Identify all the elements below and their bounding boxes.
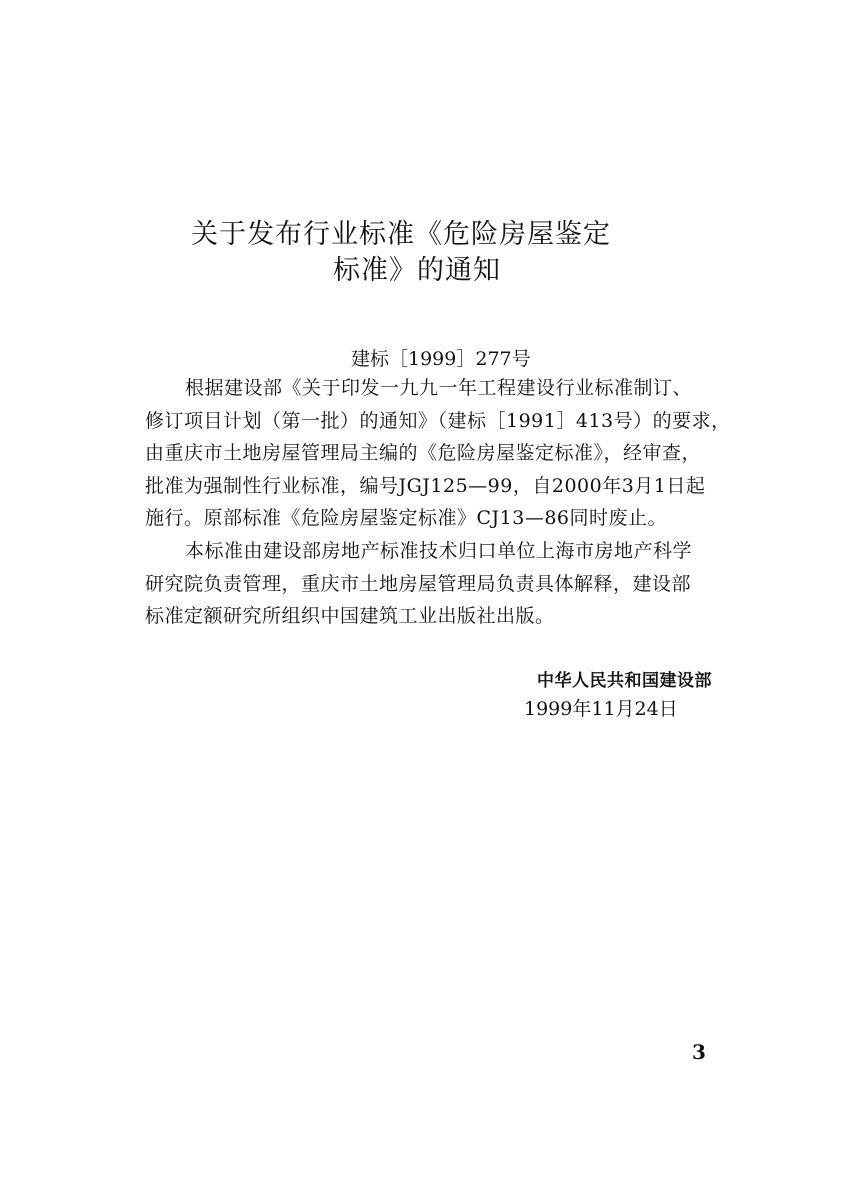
paragraph-line: 本标准由建设部房地产标准技术归口单位上海市房地产科学 bbox=[185, 540, 693, 562]
notice-title-line-1: 关于发布行业标准《危险房屋鉴定 bbox=[191, 219, 611, 250]
issue-date: 1999年11月24日 bbox=[524, 698, 678, 720]
paragraph-management bbox=[145, 535, 745, 633]
paragraph-line: 研究院负责管理，重庆市土地房屋管理局负责具体解释，建设部 bbox=[145, 572, 692, 595]
document-number: 建标［1999］277号 bbox=[351, 348, 531, 370]
paragraph-line: 根据建设部《关于印发一九九一年工程建设行业标准制订、 bbox=[185, 377, 693, 399]
paragraph-line: 批准为强制性行业标准，编号JGJ125—99，自2000年3月1日起 bbox=[145, 474, 706, 497]
paragraph-line: 修订项目计划（第一批）的通知》（建标［1991］413号）的要求， bbox=[145, 409, 731, 432]
notice-title-line-2: 标准》的通知 bbox=[333, 255, 501, 286]
paragraph-line: 施行。原部标准《危险房屋鉴定标准》CJ13—86同时废止。 bbox=[145, 507, 668, 529]
issuing-authority: 中华人民共和国建设部 bbox=[537, 671, 712, 691]
paragraph-line: 标准定额研究所组织中国建筑工业出版社出版。 bbox=[145, 605, 555, 627]
paragraph-line: 由重庆市土地房屋管理局主编的《危险房屋鉴定标准》，经审查， bbox=[145, 442, 702, 464]
page-number: 3 bbox=[692, 1040, 706, 1064]
paragraph-approval bbox=[145, 372, 745, 535]
